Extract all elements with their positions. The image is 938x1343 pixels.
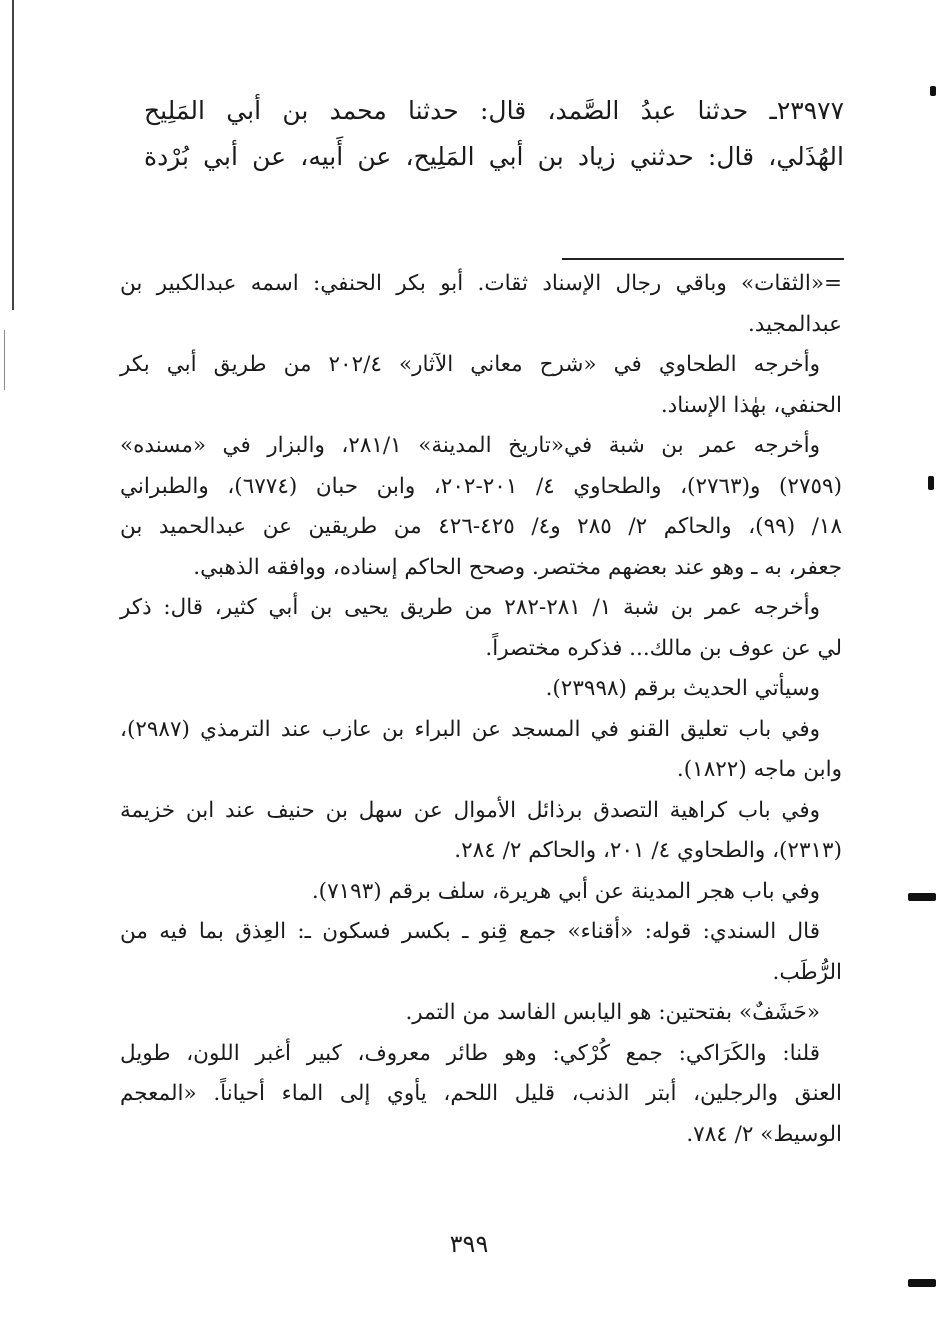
footnote-line: وأخرجه عمر بن شبة ١/ ٢٨١-٢٨٢ من طريق يحيى بن أبي كثير، قال: ذكر — [120, 595, 820, 620]
scan-edge-line — [12, 0, 14, 310]
footnote-line: جعفر، به ـ وهو عند بعضهم مختصر. وصحح الحاكم إسناده، ووافقه الذهبي. — [193, 554, 842, 580]
scan-mark — [928, 476, 934, 490]
footnote-line: =«الثقات» وباقي رجال الإسناد ثقات. أبو بكر الحنفي: اسمه عبدالكبير بن — [120, 271, 842, 296]
footnote-line: قال السندي: قوله: «أقناء» جمع قِنو ـ بكسر فسكون ـ: العِذق بما فيه من — [120, 919, 820, 944]
footnote-line: وفي باب هجر المدينة عن أبي هريرة، سلف برقم (٧١٩٣). — [311, 878, 820, 904]
footnote-line: (٢٣١٣)، والطحاوي ٤/ ٢٠١، والحاكم ٢/ ٢٨٤. — [454, 838, 842, 863]
footnote-line: العنق والرجلين، أبتر الذنب، قليل اللحم، يأوي إلى الماء أحياناً. «المعجم — [120, 1081, 842, 1106]
footnote-line: وفي باب كراهية التصدق برذائل الأموال عن سهل بن حنيف عند ابن خزيمة — [120, 797, 820, 823]
page-number: ٣٩٩ — [449, 1230, 489, 1258]
hadith-text — [144, 88, 844, 180]
scan-mark — [908, 1279, 936, 1287]
footnote-line: وسيأتي الحديث برقم (٢٣٩٩٨). — [545, 676, 820, 701]
footnote-line: وأخرجه عمر بن شبة في«تاريخ المدينة» ٢٨١/١، والبزار في «مسنده» — [120, 433, 820, 458]
footnote-line: «حَشَفٌ» بفتحتين: هو اليابس الفاسد من التمر. — [405, 1000, 820, 1025]
footnote-separator — [562, 258, 844, 260]
footnote-line: الرُّطَب. — [772, 959, 842, 985]
hadith-line: الهُذَلي، قال: حدثني زياد بن أبي المَلِيح، عن أَبيه، عن أبي بُرْدة — [144, 142, 844, 171]
footnote-line: الحنفي، بهٰذا الإسناد. — [660, 392, 842, 418]
hadith-line: ٢٣٩٧٧ـ حدثنا عبدُ الصَّمد، قال: حدثنا محمد بن أبي المَلِيح — [144, 96, 844, 125]
footnotes — [120, 264, 842, 1155]
footnote-line: قلنا: والكَرَاكي: جمع كُرْكي: وهو طائر معروف، كبير أغبر اللون، طويل — [120, 1040, 820, 1066]
footnote-line: وفي باب تعليق القنو في المسجد عن البراء بن عازب عند الترمذي (٢٩٨٧)، — [120, 716, 820, 742]
footnote-line: وأخرجه الطحاوي في «شرح معاني الآثار» ٢٠٢/٤ من طريق أبي بكر — [120, 352, 820, 377]
footnote-line: عبدالمجيد. — [747, 311, 842, 337]
footnote-line: وابن ماجه (١٨٢٢). — [676, 757, 842, 782]
scan-edge-line — [4, 330, 5, 390]
footnote-line: الوسيط» ٢/ ٧٨٤. — [686, 1121, 842, 1147]
footnote-line: لي عن عوف بن مالك... فذكره مختصراً. — [485, 635, 842, 661]
scan-mark — [908, 893, 936, 901]
footnote-line: ١٨/ (٩٩)، والحاكم ٢/ ٢٨٥ و٤/ ٤٢٥-٤٢٦ من طريقين عن عبدالحميد بن — [120, 514, 843, 539]
scan-mark — [930, 86, 936, 96]
footnote-line: (٢٧٥٩) و(٢٧٦٣)، والطحاوي ٤/ ٢٠١-٢٠٢، وابن حبان (٦٧٧٤)، والطبراني — [120, 473, 842, 499]
